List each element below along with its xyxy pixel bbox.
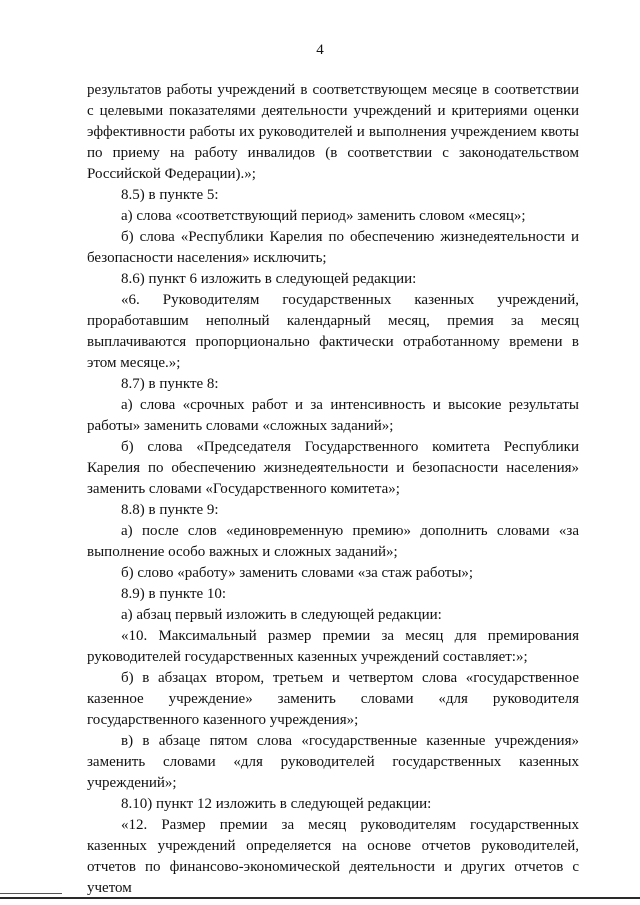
paragraph-item-8-8-b: б) слово «работу» заменить словами «за стаж работы»; xyxy=(121,565,474,581)
document-body xyxy=(87,80,579,899)
paragraph-item-8-9: 8.9) в пункте 10: xyxy=(121,586,227,602)
paragraph-item-8-6-text: «6. Руководителям государственных казенных учреждений, проработавшим неполный календарный месяц, премия за месяц выплачиваются пропорционально фактически отработанному времени в этом месяце.»; xyxy=(87,292,579,371)
paragraph-item-8-7: 8.7) в пункте 8: xyxy=(121,376,219,392)
paragraph-item-8-5-a: а) слова «соответствующий период» заменить словом «месяц»; xyxy=(121,208,526,224)
paragraph-item-8-10-text: «12. Размер премии за месяц руководителям государственных казенных учреждений определяется на основе отчетов руководителей, отчетов по финансово-экономической деятельности и других отчетов с учетом xyxy=(87,817,579,896)
paragraph-continuation: результатов работы учреждений в соответствующем месяце в соответствии с целевыми показателями деятельности учреждений и критериями оценки эффективности работы их руководителей и выполнения учреждением квоты по приему на работу инвалидов (в соответствии с законодательством Российской Федерации).»; xyxy=(87,82,579,182)
paragraph-item-8-9-a: а) абзац первый изложить в следующей редакции: xyxy=(121,607,442,623)
paragraph-item-8-9-a-text: «10. Максимальный размер премии за месяц для премирования руководителей государственных казенных учреждений составляет:»; xyxy=(87,628,579,665)
scan-edge-mark xyxy=(0,893,62,894)
paragraph-item-8-10: 8.10) пункт 12 изложить в следующей редакции: xyxy=(121,796,432,812)
paragraph-item-8-6: 8.6) пункт 6 изложить в следующей редакции: xyxy=(121,271,417,287)
paragraph-item-8-7-b: б) слова «Председателя Государственного комитета Республики Карелия по обеспечению жизнедеятельности и безопасности населения» заменить словами «Государственного комитета»; xyxy=(87,439,579,497)
paragraph-item-8-9-v: в) в абзаце пятом слова «государственные казенные учреждения» заменить словами «для руководителей государственных казенных учреждений»; xyxy=(87,733,579,791)
paragraph-item-8-8-a: а) после слов «единовременную премию» дополнить словами «за выполнение особо важных и сложных заданий»; xyxy=(87,523,579,560)
paragraph-item-8-9-b: б) в абзацах втором, третьем и четвертом слова «государственное казенное учреждение» заменить словами «для руководителя государственного казенного учреждения»; xyxy=(87,670,579,728)
page-number: 4 xyxy=(316,42,324,58)
scan-bottom-edge xyxy=(0,897,640,899)
paragraph-item-8-7-a: а) слова «срочных работ и за интенсивность и высокие результаты работы» заменить словами «сложных заданий»; xyxy=(87,397,579,434)
paragraph-item-8-8: 8.8) в пункте 9: xyxy=(121,502,219,518)
paragraph-item-8-5: 8.5) в пункте 5: xyxy=(121,187,219,203)
paragraph-item-8-5-b: б) слова «Республики Карелия по обеспечению жизнедеятельности и безопасности населения» исключить; xyxy=(87,229,579,266)
